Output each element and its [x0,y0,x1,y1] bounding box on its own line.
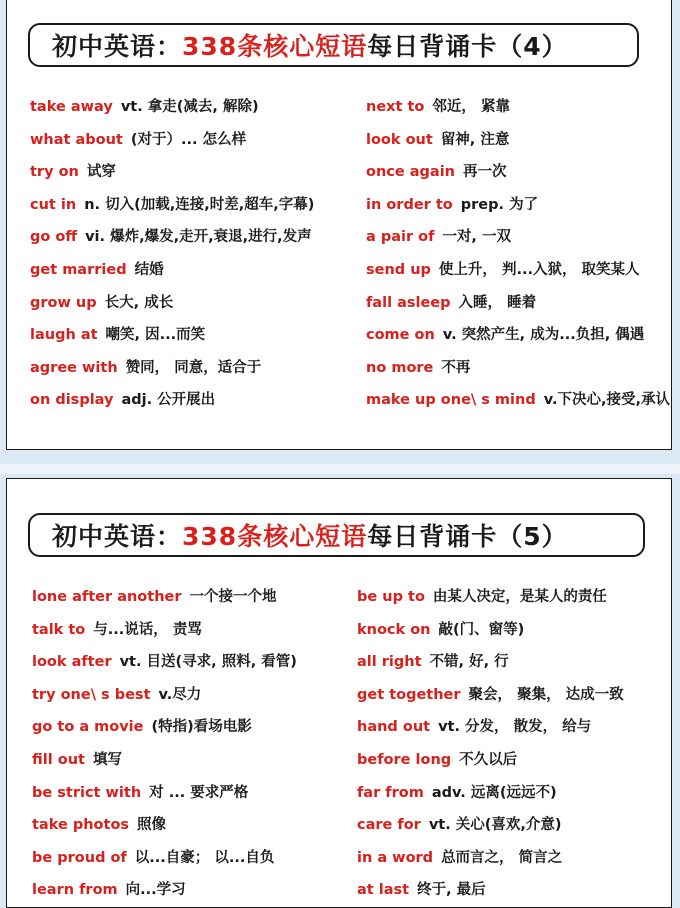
phrase-meaning: v. 突然产生, 成为...负担, 偶遇 [442,327,645,344]
phrase-meaning: 嘲笑, 因...而笑 [105,327,206,344]
phrase-row [30,287,314,320]
phrase-english: knock on [357,621,431,638]
phrase-english: take photos [32,817,130,834]
phrase-meaning: vt. 分发， 散发， 给与 [438,719,592,736]
phrase-row [366,254,670,287]
phrase-meaning: 总而言之， 简言之 [441,849,563,866]
phrase-meaning: adv. 远离(远远不) [431,784,557,801]
phrase-english: go off [30,229,78,246]
phrase-english: before long [357,751,452,768]
phrase-row [32,646,297,679]
phrase-row [357,581,624,614]
phrase-row [30,124,314,157]
phrase-row [30,221,314,254]
phrase-english: hand out [357,719,431,736]
phrase-english: on display [30,392,114,409]
phrase-english: be proud of [32,849,127,866]
phrase-meaning: prep. 为了 [460,196,539,213]
phrase-english: fall asleep [366,294,451,311]
phrase-english: a pair of [366,229,435,246]
phrase-english: what about [30,131,123,148]
phrase-meaning: (对于）... 怎么样 [130,131,247,148]
phrase-row [32,777,297,810]
phrase-meaning: n. 切入(加载,连接,时差,超车,字幕) [84,196,315,213]
phrase-english: laugh at [30,327,98,344]
phrase-row [30,254,314,287]
right-phrase-column [357,581,624,907]
phrase-row [366,91,670,124]
phrase-meaning: 一对, 一双 [442,229,511,246]
phrase-row [357,874,624,907]
phrase-english: try one\ s best [32,686,151,703]
phrase-meaning: v.下决心,接受,承认 [543,392,670,409]
phrase-meaning: 与...说话， 责骂 [93,621,202,638]
title-highlight: 338条核心短语 [182,522,368,551]
phrase-meaning: 不再 [441,359,471,376]
phrase-row [357,646,624,679]
phrase-english: at last [357,882,410,899]
phrase-meaning: 以...自豪； 以...自负 [134,849,275,866]
card-separator [0,464,680,474]
phrase-meaning: vt. 关心(喜欢,介意) [428,817,562,834]
phrase-row [32,614,297,647]
phrase-meaning: 邻近， 紧靠 [432,99,510,115]
phrase-meaning: 向...学习 [125,882,186,899]
phrase-meaning: vi. 爆炸,爆发,走开,衰退,进行,发声 [85,229,312,246]
phrase-row [357,777,624,810]
left-phrase-column [30,91,314,417]
phrase-meaning: 入睡， 睡着 [458,294,537,311]
phrase-english: look out [366,131,433,148]
phrase-english: all right [357,654,422,671]
phrase-english: agree with [30,359,118,376]
phrase-row [357,614,624,647]
title-prefix: 初中英语： [52,32,183,61]
phrase-row [32,842,297,875]
title-suffix: 每日背诵卡（5） [367,522,568,551]
phrase-meaning: 聚会， 聚集， 达成一致 [468,686,624,703]
phrase-row [366,384,670,417]
phrase-english: try on [30,164,79,181]
phrase-row [366,124,670,157]
phrase-meaning: 留神, 注意 [440,131,510,148]
phrase-row [30,319,314,352]
phrase-card-5 [6,478,672,908]
phrase-meaning: 对 ... 要求严格 [149,784,249,801]
phrase-meaning: 不错, 好, 行 [429,654,509,671]
phrase-english: once again [366,164,456,181]
phrase-row [32,874,297,907]
phrase-english: cut in [30,196,77,213]
phrase-meaning: 不久以后 [459,751,518,768]
phrase-row [366,287,670,320]
phrase-row [30,189,314,222]
phrase-english: care for [357,817,421,834]
phrase-row [366,221,670,254]
phrase-row [30,352,314,385]
phrase-meaning: 赞同， 同意，适合于 [125,359,262,376]
phrase-english: be strict with [32,784,142,801]
phrase-meaning: 结婚 [134,261,164,278]
phrase-english: fill out [32,751,85,768]
phrase-row [32,581,297,614]
phrase-english: lone after another [32,589,182,605]
phrase-meaning: (特指)看场电影 [151,719,252,736]
phrase-row [366,156,670,189]
phrase-english: go to a movie [32,719,144,736]
phrase-meaning: 填写 [92,751,122,768]
phrase-row [30,156,314,189]
phrase-meaning: 终于, 最后 [417,882,486,899]
phrase-english: in order to [366,196,453,213]
title-prefix: 初中英语： [52,522,183,551]
phrase-english: take away [30,99,113,115]
phrase-english: grow up [30,294,97,311]
phrase-row [357,842,624,875]
phrase-english: send up [366,261,431,278]
right-phrase-column [366,91,670,417]
phrase-meaning: 长大, 成长 [104,294,174,311]
phrase-english: make up one\ s mind [366,392,536,409]
phrase-english: get married [30,261,127,278]
phrase-meaning: vt. 目送(寻求, 照料, 看管) [119,654,297,671]
phrase-meaning: 再一次 [463,164,507,181]
phrase-row [32,744,297,777]
title-highlight: 338条核心短语 [182,32,368,61]
phrase-meaning: v.尽力 [158,686,202,703]
phrase-english: come on [366,327,435,344]
phrase-row [357,809,624,842]
phrase-meaning: 敲(门、窗等) [438,621,525,638]
phrase-meaning: 试穿 [86,164,116,181]
phrase-row [366,352,670,385]
phrase-english: no more [366,359,434,376]
phrase-row [366,189,670,222]
phrase-english: next to [366,99,425,115]
phrase-row [357,679,624,712]
left-phrase-column [32,581,297,907]
phrase-english: far from [357,784,424,801]
phrase-row [32,679,297,712]
phrase-row [30,91,314,124]
phrase-row [32,809,297,842]
card-title [28,23,639,67]
phrase-card-4 [6,0,672,450]
card-title [28,513,645,557]
title-suffix: 每日背诵卡（4） [367,32,568,61]
phrase-meaning: 使上升， 判...入狱， 取笑某人 [438,261,640,278]
phrase-meaning: vt. 拿走(减去, 解除) [120,99,259,115]
phrase-english: look after [32,654,112,671]
phrase-meaning: adj. 公开展出 [121,392,216,409]
phrase-meaning: 一个接一个地 [189,589,277,605]
phrase-english: be up to [357,589,425,605]
phrase-row [357,711,624,744]
phrase-row [357,744,624,777]
phrase-row [366,319,670,352]
phrase-row [32,711,297,744]
phrase-english: talk to [32,621,86,638]
phrase-english: get together [357,686,461,703]
phrase-english: learn from [32,882,118,899]
phrase-english: in a word [357,849,434,866]
phrase-meaning: 照像 [137,817,167,834]
phrase-meaning: 由某人决定，是某人的责任 [432,589,607,605]
phrase-row [30,384,314,417]
